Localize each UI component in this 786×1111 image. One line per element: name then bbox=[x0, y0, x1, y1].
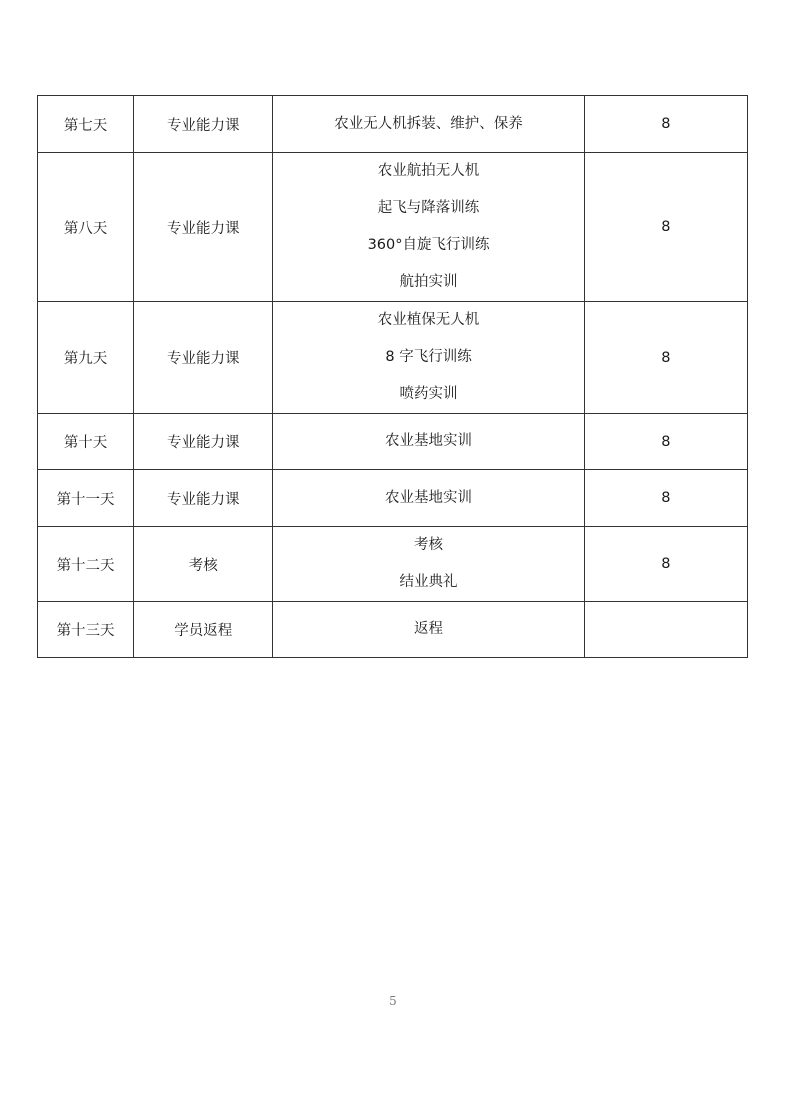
hours-cell: 8 bbox=[584, 470, 747, 527]
table-row bbox=[38, 602, 748, 658]
course-type-cell: 考核 bbox=[134, 527, 273, 602]
day-cell: 第十三天 bbox=[38, 602, 134, 658]
day-cell: 第十一天 bbox=[38, 470, 134, 527]
table-row bbox=[38, 527, 748, 602]
course-type-cell: 专业能力课 bbox=[134, 414, 273, 470]
table-row bbox=[38, 96, 748, 153]
hours-cell bbox=[584, 602, 747, 658]
content-cell bbox=[273, 527, 584, 602]
content-cell bbox=[273, 302, 584, 414]
content-cell bbox=[273, 470, 584, 527]
content-line: 返程 bbox=[414, 621, 444, 637]
day-cell: 第九天 bbox=[38, 302, 134, 414]
content-line: 农业无人机拆装、维护、保养 bbox=[334, 115, 523, 132]
table-row bbox=[38, 153, 748, 302]
course-type-cell: 专业能力课 bbox=[134, 302, 273, 414]
content-line: 8 字飞行训练 bbox=[385, 349, 472, 365]
day-cell: 第十二天 bbox=[38, 527, 134, 602]
hours-cell: 8 bbox=[584, 527, 747, 602]
content-line: 360°自旋飞行训练 bbox=[367, 237, 490, 253]
content-line: 农业基地实训 bbox=[385, 433, 473, 449]
hours-cell: 8 bbox=[584, 96, 747, 153]
table-row bbox=[38, 414, 748, 470]
content-cell bbox=[273, 153, 584, 302]
course-type-cell: 专业能力课 bbox=[134, 153, 273, 302]
schedule-table bbox=[37, 95, 748, 658]
page-number: 5 bbox=[389, 994, 397, 1008]
hours-cell: 8 bbox=[584, 302, 747, 414]
course-type-cell: 专业能力课 bbox=[134, 470, 273, 527]
content-line: 农业植保无人机 bbox=[377, 312, 480, 328]
table-row bbox=[38, 470, 748, 527]
content-line: 农业基地实训 bbox=[385, 489, 473, 506]
day-cell: 第十天 bbox=[38, 414, 134, 470]
content-cell bbox=[273, 414, 584, 470]
day-cell: 第七天 bbox=[38, 96, 134, 153]
day-cell: 第八天 bbox=[38, 153, 134, 302]
course-type-cell: 学员返程 bbox=[134, 602, 273, 658]
course-type-cell: 专业能力课 bbox=[134, 96, 273, 153]
content-cell bbox=[273, 96, 584, 153]
hours-cell: 8 bbox=[584, 153, 747, 302]
content-cell bbox=[273, 602, 584, 658]
content-line: 航拍实训 bbox=[399, 274, 458, 290]
content-line: 结业典礼 bbox=[399, 574, 458, 590]
hours-cell: 8 bbox=[584, 414, 747, 470]
content-line: 喷药实训 bbox=[399, 386, 458, 402]
content-line: 考核 bbox=[414, 537, 444, 553]
content-line: 农业航拍无人机 bbox=[377, 163, 480, 179]
content-line: 起飞与降落训练 bbox=[377, 200, 480, 216]
table-row bbox=[38, 302, 748, 414]
